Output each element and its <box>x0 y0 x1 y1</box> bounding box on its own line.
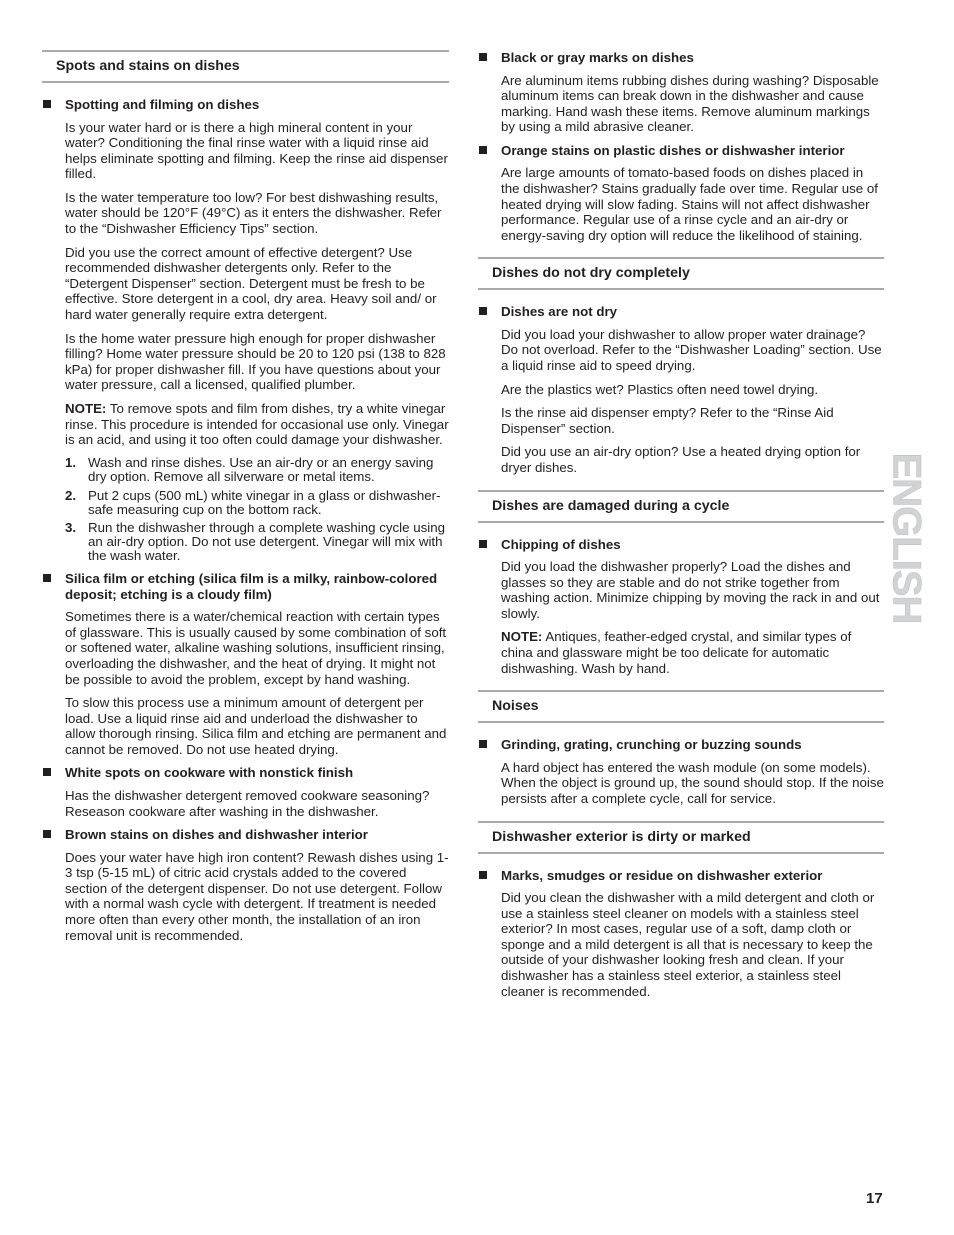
bullet-square-icon <box>43 830 51 838</box>
bullet-title-not-dry <box>478 304 884 320</box>
bullet-title-brown-stains <box>42 827 449 843</box>
note-label: NOTE: <box>65 401 107 416</box>
note-text: Antiques, feather-edged crystal, and similar types of china and glassware might be too delicate for automatic dishwashing. Wash by hand. <box>501 629 852 676</box>
bullet-square-icon <box>43 100 51 108</box>
note-text: To remove spots and film from dishes, try a white vinegar rinse. This procedure is intended for occasional use only. Vinegar is an acid, and using it too often could damage your dishwasher. <box>65 401 449 448</box>
bullet-title-text: Spotting and filming on dishes <box>65 97 260 112</box>
bullet-title-text: Chipping of dishes <box>501 536 621 552</box>
step-number: 2. <box>65 487 77 503</box>
step-text: Run the dishwasher through a complete washing cycle using an air-dry option. Do not use detergent. Vinegar will mix with the wash water. <box>88 520 446 564</box>
vinegar-steps-list <box>42 456 449 563</box>
bullet-title-text: White spots on cookware with nonstick finish <box>65 765 354 781</box>
section-heading-dry: Dishes do not dry completely <box>478 257 884 290</box>
bullet-title-spotting <box>42 97 449 113</box>
bullet-square-icon <box>479 871 487 879</box>
bullet-title-black-marks <box>478 50 884 66</box>
section-heading-noises: Noises <box>478 690 884 723</box>
paragraph: Did you use the correct amount of effective detergent? Use recommended dishwasher detergents only. Refer to the “Detergent Dispenser” section. Detergent must be fresh to be effective. Store detergent in a cool, dry area. Heavy soil and/ or hard water generally require extra detergent. <box>65 244 437 323</box>
bullet-title-grinding <box>478 737 884 753</box>
paragraph: Did you load your dishwasher to allow proper water drainage? Do not overload. Refer to the “Dishwasher Loading” section. Use a liquid rinse aid to speed drying. <box>501 326 882 374</box>
step-text: Wash and rinse dishes. Use an air-dry or an energy saving dry option. Remove all silverware or metal items. <box>88 454 434 484</box>
paragraph: Did you clean the dishwasher with a mild detergent and cloth or use a stainless steel cleaner on models with a stainless steel exterior? In most cases, regular use of a soft, damp cloth or sponge and a mild detergent is all that is necessary to keep the outside of your dishwasher looking fresh and clean. If your dishwasher has a stainless steel exterior, a stainless steel cleaner is recommended. <box>501 890 875 999</box>
note-label: NOTE: <box>501 629 543 645</box>
bullet-title-text: Black or gray marks on dishes <box>501 50 694 65</box>
bullet-title-text: Silica film or etching (silica film is a milky, rainbow-colored deposit; etching is a cloudy film) <box>65 571 438 602</box>
paragraph: To slow this process use a minimum amount of detergent per load. Use a liquid rinse aid and underload the dishwasher to allow thorough rinsing. Silica film and etching are permanent and cannot be removed. Do not use heated drying. <box>65 695 447 757</box>
bullet-square-icon <box>479 53 487 61</box>
step-item <box>65 521 449 563</box>
paragraph: Are the plastics wet? Plastics often need towel drying. <box>501 381 819 397</box>
paragraph: Is the home water pressure high enough for proper dishwasher filling? Home water pressure should be 20 to 120 psi (138 to 828 kPa) for proper dishwasher fill. If you have questions about your water pressure, call a licensed, qualified plumber. <box>65 330 446 393</box>
bullet-title-text: Brown stains on dishes and dishwasher interior <box>65 827 368 843</box>
bullet-square-icon <box>479 740 487 748</box>
bullet-title-silica <box>42 571 449 602</box>
language-side-tab <box>884 448 943 628</box>
language-side-tab-text: ENGLISH <box>884 452 929 624</box>
bullet-square-icon <box>479 540 487 548</box>
bullet-title-text: Orange stains on plastic dishes or dishwasher interior <box>501 142 845 158</box>
paragraph: Are large amounts of tomato-based foods on dishes placed in the dishwasher? Stains gradually fade over time. Regular use of heated drying will slow fading. Stains will not affect dishwasher performance. Regular use of a rinse cycle and an air-dry or energy-saving dry option will reduce the likelihood of staining. <box>501 165 878 243</box>
paragraph: Is your water hard or is there a high mineral content in your water? Conditioning the final rinse water with a liquid rinse aid helps eliminate spotting and filming. Keep the rinse aid dispenser filled. <box>65 119 448 182</box>
section-heading-damaged: Dishes are damaged during a cycle <box>478 490 884 523</box>
paragraph: Sometimes there is a water/chemical reaction with certain types of glassware. This is usually caused by some combination of soft or softened water, alkaline washing solutions, insufficient rinsing, overloading the dishwasher, and the heat of drying. It might not be possible to avoid the problem, except by hand washing. <box>65 609 447 687</box>
note-paragraph <box>42 401 449 448</box>
bullet-title-white-spots <box>42 765 449 781</box>
paragraph: Did you use an air-dry option? Use a heated drying option for dryer dishes. <box>501 444 861 475</box>
bullet-title-orange-stains <box>478 143 884 159</box>
bullet-square-icon <box>43 768 51 776</box>
step-item <box>65 456 449 484</box>
paragraph: Has the dishwasher detergent removed cookware seasoning? Reseason cookware after washing in the dishwasher. <box>65 787 430 819</box>
bullet-title-marks <box>478 868 884 884</box>
bullet-square-icon <box>43 574 51 582</box>
note-paragraph <box>478 629 884 676</box>
paragraph: Did you load the dishwasher properly? Load the dishes and glasses so they are stable and do not strike together from washing action. Minimize chipping by moving the rack in and out slowly. <box>501 559 880 621</box>
step-number: 3. <box>65 520 77 536</box>
left-column <box>42 50 449 951</box>
paragraph: Are aluminum items rubbing dishes during washing? Disposable aluminum items can break down in the dishwasher and cause marking. Hand wash these items. Remove aluminum markings by using a mild abrasive cleaner. <box>501 72 879 135</box>
paragraph: Does your water have high iron content? Rewash dishes using 1-3 tsp (5-15 mL) of citric acid crystals added to the covered section of the detergent dispenser. Do not use detergent. Follow with a normal wash cycle with detergent. If treatment is needed more often than every other month, the installation of an iron removal unit is recommended. <box>65 849 449 943</box>
bullet-square-icon <box>479 146 487 154</box>
step-item <box>65 489 449 517</box>
bullet-title-chipping <box>478 537 884 553</box>
paragraph: Is the rinse aid dispenser empty? Refer to the “Rinse Aid Dispenser” section. <box>501 405 834 436</box>
section-heading-spots: Spots and stains on dishes <box>42 50 449 83</box>
right-column <box>478 50 884 1007</box>
section-heading-exterior: Dishwasher exterior is dirty or marked <box>478 821 884 854</box>
paragraph: Is the water temperature too low? For best dishwashing results, water should be 120°F (49°C) as it enters the dishwasher. Refer to the “Dishwasher Efficiency Tips” section. <box>65 189 442 237</box>
step-text: Put 2 cups (500 mL) white vinegar in a glass or dishwasher-safe measuring cup on the bottom rack. <box>88 487 441 517</box>
bullet-title-text: Marks, smudges or residue on dishwasher exterior <box>501 867 823 883</box>
step-number: 1. <box>65 454 77 470</box>
page-number: 17 <box>866 1190 883 1207</box>
bullet-square-icon <box>479 307 487 315</box>
bullet-title-text: Grinding, grating, crunching or buzzing sounds <box>501 737 802 753</box>
bullet-title-text: Dishes are not dry <box>501 304 618 320</box>
paragraph: A hard object has entered the wash module (on some models). When the object is ground up, the sound should stop. If the noise persists after a complete cycle, call for service. <box>501 759 884 806</box>
